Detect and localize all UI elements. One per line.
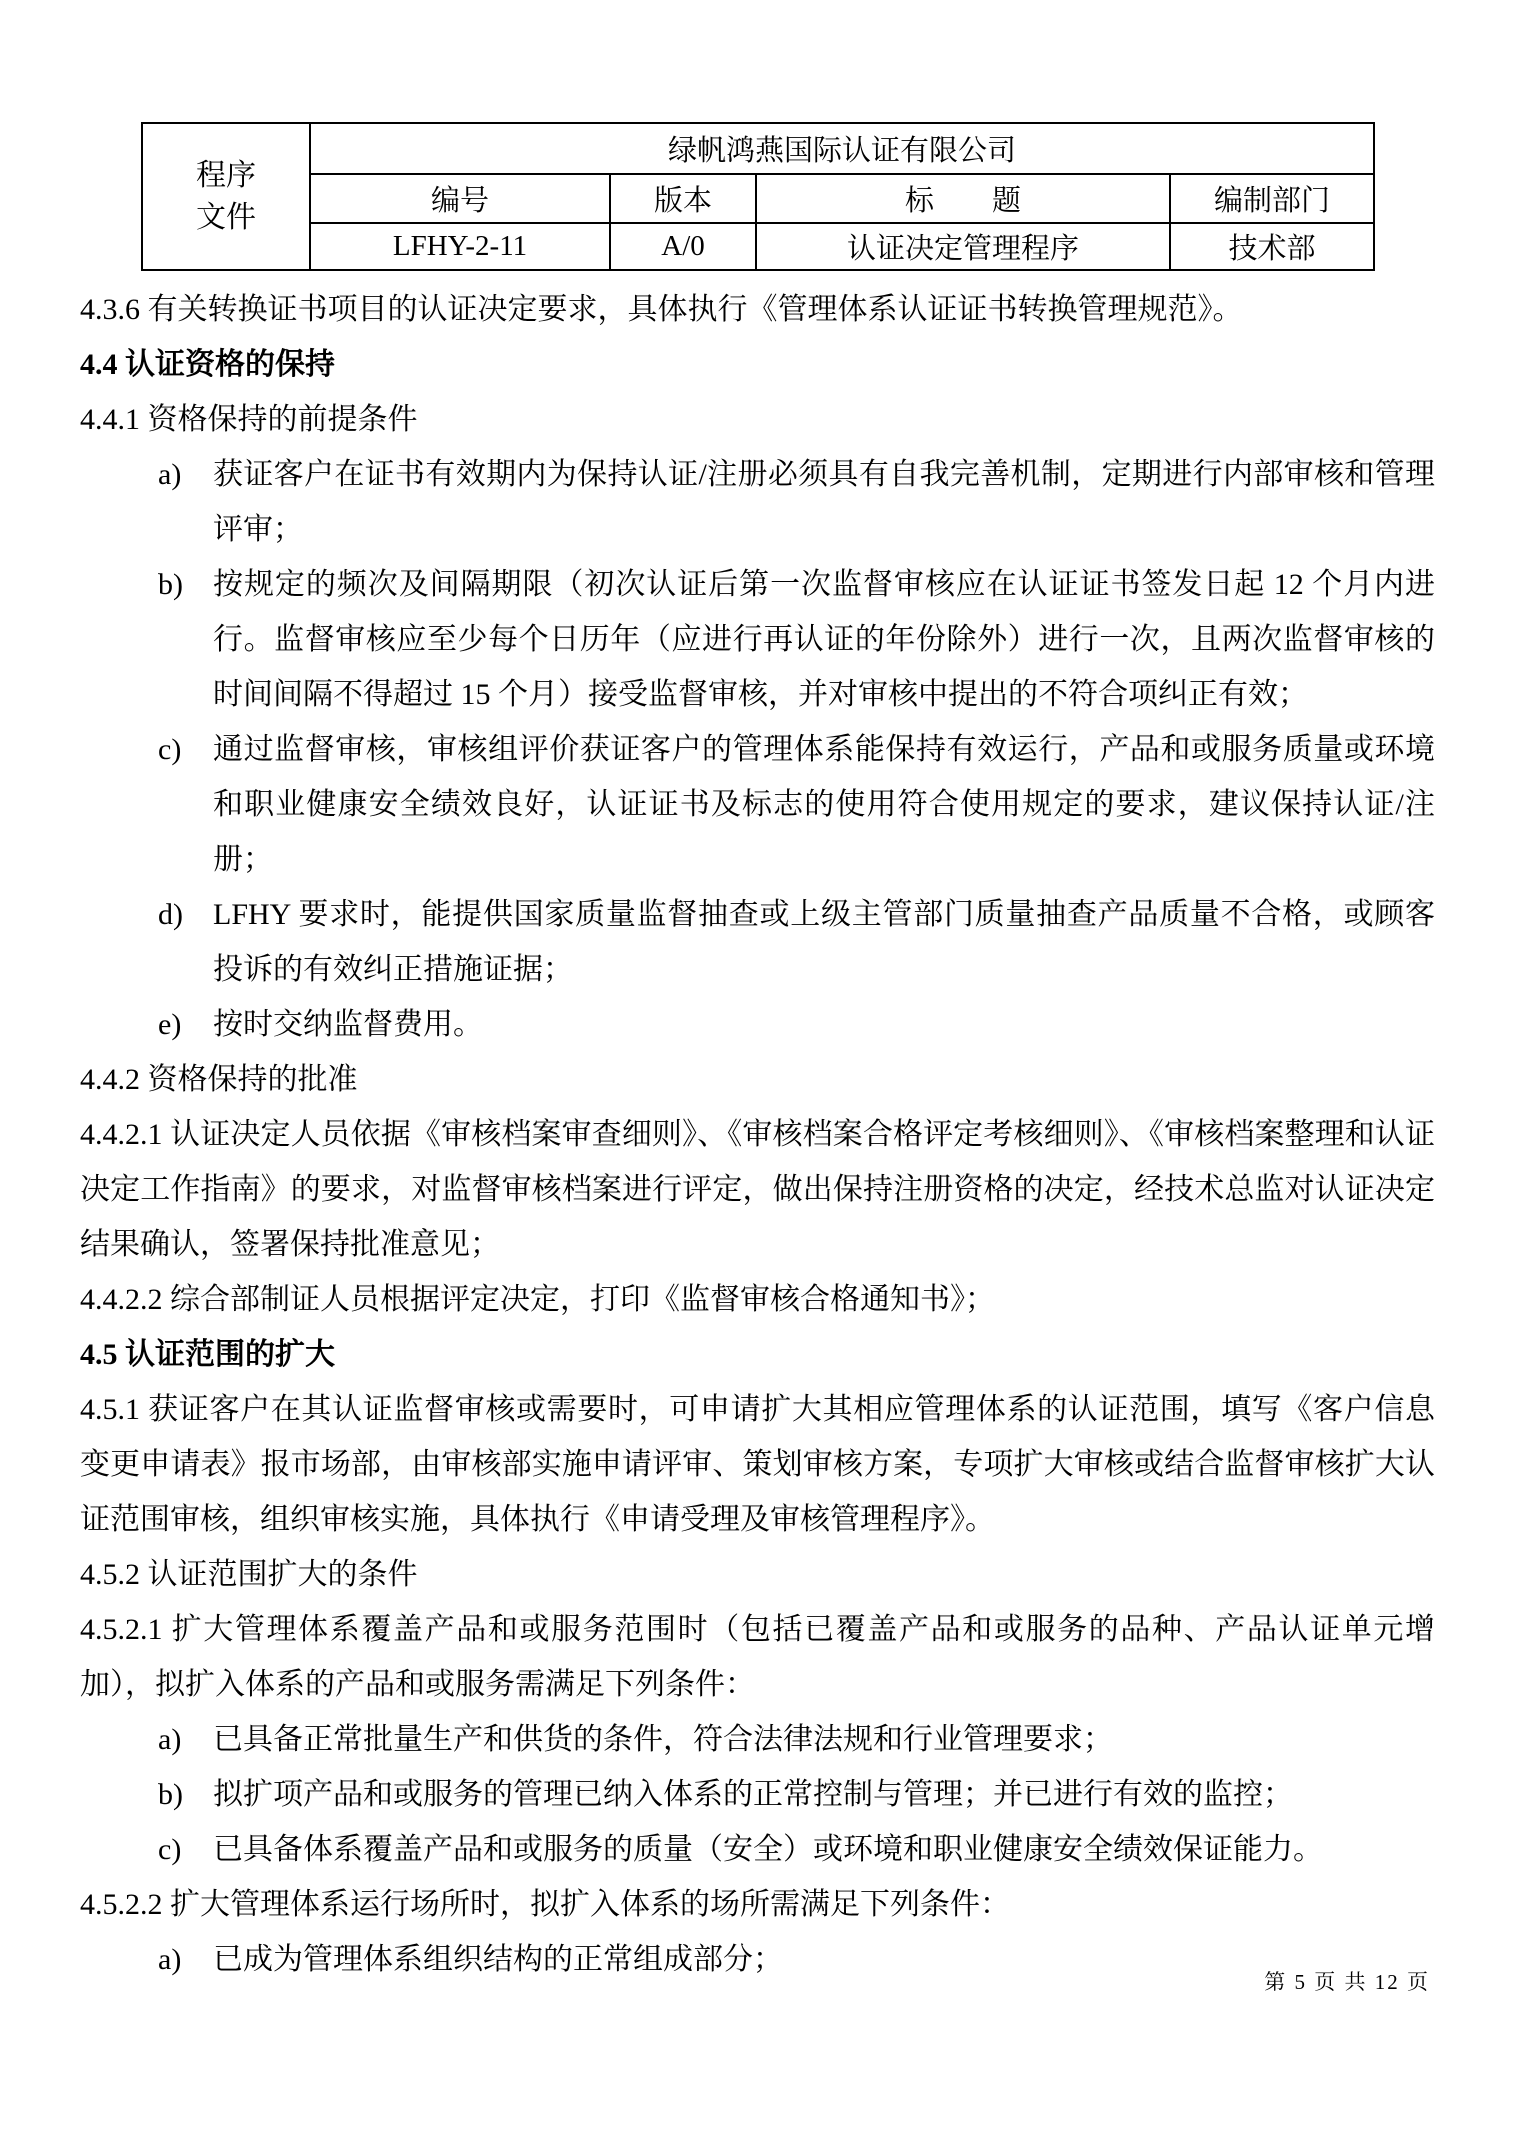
paragraph-4-5-1: 4.5.1 获证客户在其认证监督审核或需要时，可申请扩大其相应管理体系的认证范围，填写《客户信息变更申请表》报市场部，由审核部实施申请评审、策划审核方案，专项扩大审核或结合监督审核扩大认证范围审核，组织审核实施，具体执行《申请受理及审核管理程序》。 — [80, 1393, 1435, 1536]
list-item-a2 — [80, 1712, 1435, 1767]
list-item-e1 — [80, 997, 1435, 1052]
doc-dept: 技术部 — [1170, 223, 1374, 270]
list-marker: a) — [158, 1723, 182, 1756]
list-item-d1 — [80, 887, 1435, 997]
list-item-c1 — [80, 722, 1435, 887]
list-item-b1 — [80, 557, 1435, 722]
paragraph-4-4-2-2: 4.4.2.2 综合部制证人员根据评定决定，打印《监督审核合格通知书》； — [80, 1283, 995, 1316]
paragraph-4-3-6: 4.3.6 有关转换证书项目的认证决定要求，具体执行《管理体系认证证书转换管理规范》。 — [80, 293, 1243, 326]
doc-title: 认证决定管理程序 — [756, 223, 1170, 270]
list-marker: e) — [158, 1008, 182, 1041]
list-item-text: 拟扩项产品和或服务的管理已纳入体系的正常控制与管理；并已进行有效的监控； — [213, 1778, 1293, 1811]
list-marker: c) — [158, 733, 182, 766]
paragraph-4-4-2-1: 4.4.2.1 认证决定人员依据《审核档案审查细则》、《审核档案合格评定考核细则》、《审核档案整理和认证决定工作指南》的要求，对监督审核档案进行评定，做出保持注册资格的决定，经技术总监对认证决定结果确认，签署保持批准意见； — [80, 1118, 1435, 1261]
paragraph-4-4-1: 4.4.1 资格保持的前提条件 — [80, 403, 418, 436]
list-item-text: 已具备体系覆盖产品和或服务的质量（安全）或环境和职业健康安全绩效保证能力。 — [213, 1833, 1323, 1866]
list-marker: c) — [158, 1833, 182, 1866]
list-item-text: 获证客户在证书有效期内为保持认证/注册必须具有自我完善机制，定期进行内部审核和管理评审； — [213, 458, 1435, 546]
doc-number: LFHY-2-11 — [310, 223, 610, 270]
list-item-text: 通过监督审核，审核组评价获证客户的管理体系能保持有效运行，产品和或服务质量或环境和职业健康安全绩效良好，认证证书及标志的使用符合使用规定的要求，建议保持认证/注册； — [213, 733, 1435, 876]
header-table — [141, 122, 1375, 271]
list-item-text: 按规定的频次及间隔期限（初次认证后第一次监督审核应在认证证书签发日起 12 个月内进行。监督审核应至少每个日历年（应进行再认证的年份除外）进行一次，且两次监督审核的时间间隔不得超过 15 个月）接受监督审核，并对审核中提出的不符合项纠正有效； — [213, 568, 1435, 711]
document-body — [80, 282, 1435, 1987]
col-label-title: 标 题 — [756, 174, 1170, 223]
list-item-text: 按时交纳监督费用。 — [213, 1008, 483, 1041]
list-marker: a) — [158, 1943, 182, 1976]
list-item-b2 — [80, 1767, 1435, 1822]
company-name: 绿帆鸿燕国际认证有限公司 — [310, 123, 1374, 174]
page-number: 第 5 页 共 12 页 — [1264, 1970, 1430, 1994]
list-item-a1 — [80, 447, 1435, 557]
list-marker: d) — [158, 898, 183, 931]
doc-type-line2: 文件 — [196, 200, 256, 234]
doc-type-cell — [142, 123, 310, 270]
paragraph-4-5-2: 4.5.2 认证范围扩大的条件 — [80, 1558, 418, 1591]
list-item-c2 — [80, 1822, 1435, 1877]
col-label-version: 版本 — [610, 174, 756, 223]
list-marker: b) — [158, 1778, 183, 1811]
heading-4-4: 4.4 认证资格的保持 — [80, 348, 335, 381]
list-item-a3 — [80, 1932, 1435, 1987]
list-item-text: LFHY 要求时，能提供国家质量监督抽查或上级主管部门质量抽查产品质量不合格，或顾客投诉的有效纠正措施证据； — [213, 898, 1435, 986]
list-item-text: 已具备正常批量生产和供货的条件，符合法律法规和行业管理要求； — [213, 1723, 1113, 1756]
list-marker: b) — [158, 568, 183, 601]
list-marker: a) — [158, 458, 182, 491]
paragraph-4-5-2-1: 4.5.2.1 扩大管理体系覆盖产品和或服务范围时（包括已覆盖产品和或服务的品种、产品认证单元增加），拟扩入体系的产品和或服务需满足下列条件： — [80, 1613, 1435, 1701]
paragraph-4-5-2-2: 4.5.2.2 扩大管理体系运行场所时，拟扩入体系的场所需满足下列条件： — [80, 1888, 1010, 1921]
list-item-text: 已成为管理体系组织结构的正常组成部分； — [213, 1943, 783, 1976]
doc-version: A/0 — [610, 223, 756, 270]
heading-4-5: 4.5 认证范围的扩大 — [80, 1338, 335, 1371]
doc-type-line1: 程序 — [196, 158, 256, 192]
col-label-number: 编号 — [310, 174, 610, 223]
col-label-dept: 编制部门 — [1170, 174, 1374, 223]
paragraph-4-4-2: 4.4.2 资格保持的批准 — [80, 1063, 358, 1096]
